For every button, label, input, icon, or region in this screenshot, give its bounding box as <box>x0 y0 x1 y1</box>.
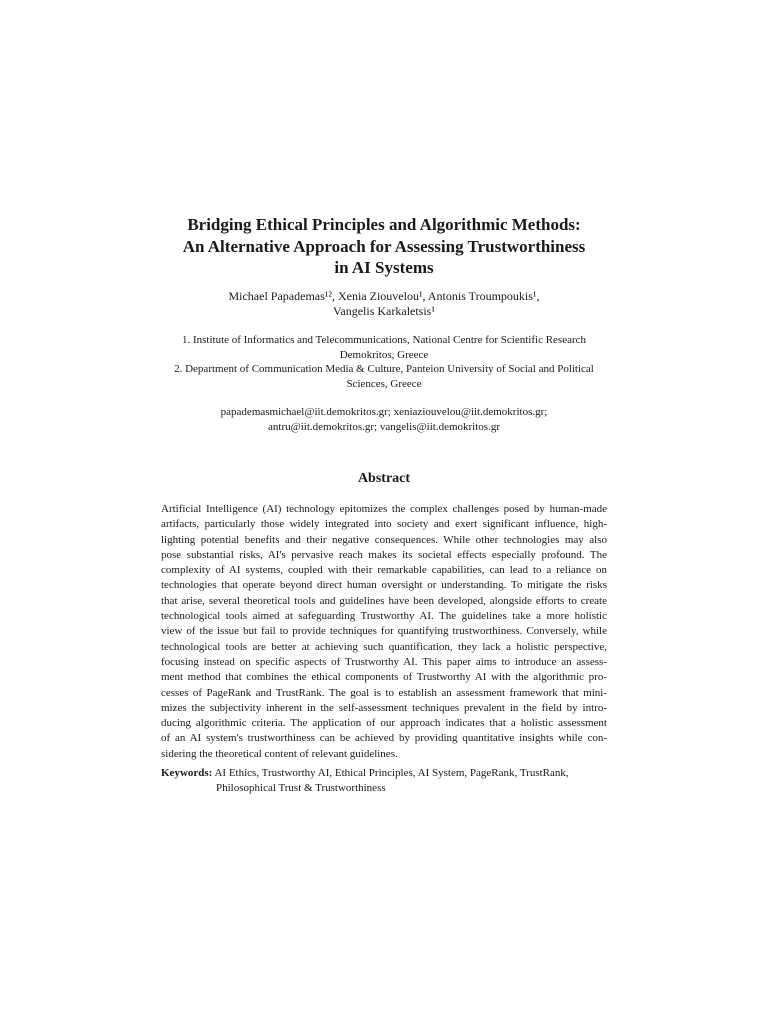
abstract-line: pose substantial risks, AI's pervasive reach makes its societal effects especially profound. The <box>161 548 607 561</box>
abstract-line: cesses of PageRank and TrustRank. The goal is to establish an assessment framework that mini- <box>161 686 607 699</box>
keywords <box>161 766 607 796</box>
title-line: Bridging Ethical Principles and Algorithmic Methods: <box>187 215 581 234</box>
title-line: An Alternative Approach for Assessing Trustworthiness <box>182 236 586 256</box>
paper-title <box>100 214 668 279</box>
author-emails <box>100 405 668 435</box>
affiliations <box>150 333 618 391</box>
abstract-line: sidering the theoretical content of relevant guidelines. <box>161 747 398 760</box>
abstract-line: technological tools are better at achieving such quantification, they lack a holistic perspective, <box>161 640 607 653</box>
abstract-heading: Abstract <box>357 471 411 486</box>
abstract-line: lighting potential benefits and their negative consequences. While other technologies may also <box>161 533 607 546</box>
keywords-text: Philosophical Trust & Trustworthiness <box>216 782 386 794</box>
abstract-line: focusing instead on specific aspects of Trustworthy AI. This paper aims to introduce an assess- <box>161 655 607 668</box>
abstract-line: Artificial Intelligence (AI) technology epitomizes the complex challenges posed by human-made <box>161 503 607 515</box>
affiliation-line: Sciences, Greece <box>346 377 422 390</box>
abstract-line: artifacts, particularly those widely integrated into society and exert significant influence, high- <box>161 518 607 531</box>
abstract-line: technologies that operate beyond direct human oversight or understanding. To mitigate the risks <box>161 579 607 592</box>
author-list <box>100 289 668 318</box>
email-line: papademasmichael@iit.demokritos.gr; xeniaziouvelou@iit.demokritos.gr; <box>220 406 548 418</box>
abstract-body <box>161 502 607 762</box>
abstract-line: ment method that combines the ethical components of Trustworthy AI with the algorithmic pro- <box>161 671 607 684</box>
author-line: Michael Papademas¹², Xenia Ziouvelou¹, Antonis Troumpoukis¹, <box>228 289 540 303</box>
author-line: Vangelis Karkaletsis¹ <box>333 303 435 318</box>
abstract-line: view of the issue but fail to provide techniques for quantifying trustworthiness. Conversely, while <box>161 625 607 638</box>
keywords-label: Keywords: <box>161 767 213 779</box>
title-line: in AI Systems <box>334 258 434 277</box>
affiliation-line: Demokritos, Greece <box>339 348 429 361</box>
abstract-line: mizes the subjectivity inherent in the self-assessment techniques prevalent in the field by intro- <box>161 701 607 714</box>
affiliation-line: 1. Institute of Informatics and Telecommunications, National Centre for Scientific Research <box>181 334 587 346</box>
abstract-line: ducing algorithmic criteria. The application of our approach indicates that a holistic assessment <box>161 717 607 730</box>
keywords-row <box>161 766 607 781</box>
affiliation-line: 2. Department of Communication Media & Culture, Panteion University of Social and Political <box>174 363 594 376</box>
abstract-line: of an AI system's trustworthiness can be achieved by providing quantitative insights while con- <box>161 732 607 745</box>
abstract-line: complexity of AI systems, coupled with their remarkable capabilities, can lead to a reliance on <box>161 564 607 577</box>
email-line: antru@iit.demokritos.gr; vangelis@iit.demokritos.gr <box>268 420 500 433</box>
abstract-line: technological tools aimed at safeguarding Trustworthy AI. The guidelines take a more holistic <box>161 610 607 623</box>
keywords-row <box>161 781 607 796</box>
keywords-text: AI Ethics, Trustworthy AI, Ethical Principles, AI System, PageRank, TrustRank, <box>214 767 569 779</box>
abstract-line: that arise, several theoretical tools and guidelines have been developed, alongside efforts to create <box>161 594 607 607</box>
